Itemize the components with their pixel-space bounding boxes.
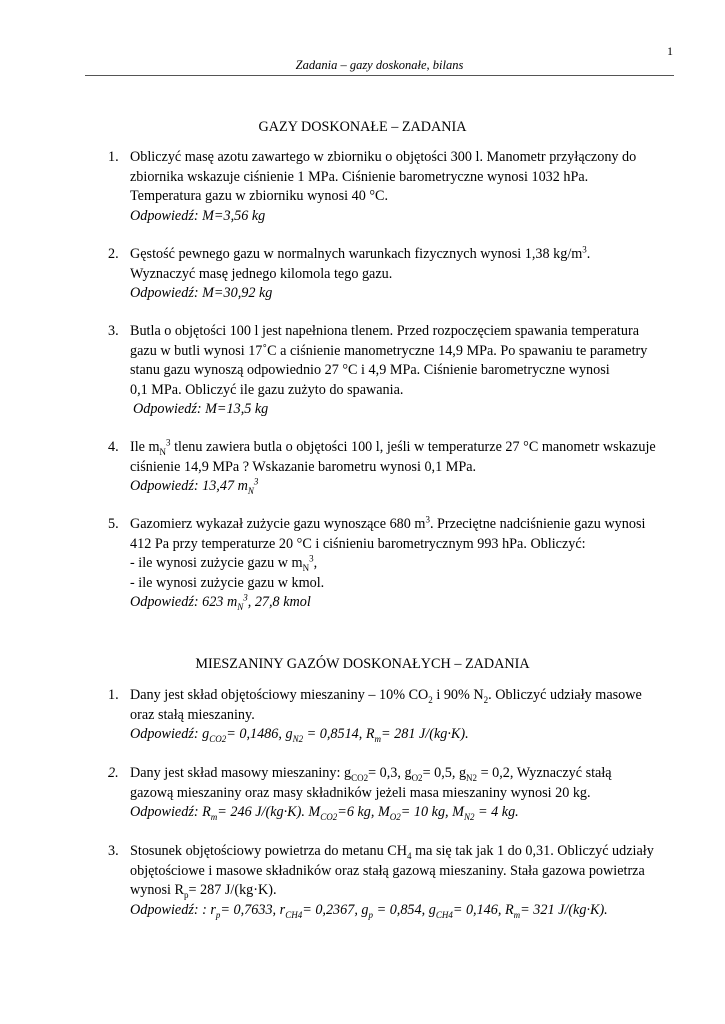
- task-number: 1.: [108, 687, 119, 703]
- task-answer: Odpowiedź: $g_{CO2}= 0,1486$, $g_{N2} = 0,8514$, $R_m= 281$ J/(kg·K).: [130, 726, 469, 744]
- task-answer: Odpowiedź: M=30,92 kg: [130, 285, 273, 301]
- task-text-line: 412 Pa przy temperaturze 20 °C i ciśnieniu barometrycznym 993 hPa. Obliczyć:: [130, 535, 586, 552]
- task-text-line: zbiornika wskazuje ciśnienie 1 MPa. Ciśnienie barometryczne wynosi 1032 hPa.: [130, 168, 589, 185]
- task-text-line: wynosi $R_p= 287$ J/(kg·K).: [130, 882, 277, 900]
- task-text-line: 0,1 MPa. Obliczyć ile gazu zużyto do spawania.: [130, 381, 404, 398]
- task-5: [108, 515, 688, 613]
- task-answer: Odpowiedź: M=3,56 kg: [130, 207, 266, 224]
- task-text-line: Dany jest skład masowy mieszaniny: $g_{CO2}= 0,3$, $g_{O2}= 0,5$, $g_{N2} = 0,2$, Wyznaczyć stałą: [130, 765, 612, 783]
- task-answer: Odpowiedź: : $r_p= 0,7633$, $r_{CH4}= 0,2367$, $g_p = 0,854$, $g_{CH4}= 0,146$, $R_m= 321$ J/(kg·K).: [130, 901, 608, 920]
- task-1: [108, 148, 688, 226]
- task-text-line: Stosunek objętościowy powietrza do metanu $CH_4$ ma się tak jak 1 do 0,31. Obliczyć udziały: [130, 843, 654, 861]
- task-2: [108, 245, 688, 304]
- mixture-task-1: [108, 686, 688, 745]
- task-text-line: - ile wynosi zużycie gazu w kmol.: [130, 574, 325, 591]
- task-text-line: gazową mieszaniny oraz masy składników jeżeli masa mieszaniny wynosi 20 kg.: [130, 784, 591, 801]
- task-number: 2.: [108, 246, 119, 262]
- task-number: 5.: [108, 516, 119, 532]
- task-answer: Odpowiedź: $R_m= 246$ J/(kg·K). $M_{CO2}=6$ kg, $M_{O2}= 10$ kg, $M_{N2} = 4$ kg.: [130, 804, 519, 822]
- page-number: 1: [667, 44, 673, 58]
- task-text-line: Wyznaczyć masę jednego kilomola tego gazu.: [130, 265, 393, 282]
- task-number: 1.: [108, 149, 119, 165]
- task-text-line: gazu w butli wynosi 17˚C a ciśnienie manometryczne 14,9 MPa. Po spawaniu te parametry: [130, 342, 648, 359]
- task-text-line: Gęstość pewnego gazu w normalnych warunkach fizycznych wynosi 1,38 $kg/m^3$.: [130, 244, 591, 262]
- task-text-line: Butla o objętości 100 l jest napełniona tlenem. Przed rozpoczęciem spawania temperatura: [130, 323, 639, 339]
- task-text-line: stanu gazu wynoszą odpowiednio 27 °C i 4,9 MPa. Ciśnienie barometryczne wynosi: [130, 362, 610, 378]
- task-text-line: objętościowe i masowe składników oraz stałą gazową mieszaniny. Stała gazowa powietrza: [130, 862, 645, 879]
- task-text-line: Gazomierz wykazał zużycie gazu wynoszące 680 $m^3$. Przeciętne nadciśnienie gazu wynosi: [130, 514, 646, 532]
- task-number: 4.: [108, 439, 119, 455]
- task-text-line: ciśnienie 14,9 MPa ? Wskazanie barometru wynosi 0,1 MPa.: [130, 458, 477, 475]
- section-title-ideal-gases: GAZY DOSKONAŁE – ZADANIA: [258, 119, 467, 135]
- header-rule: [85, 75, 674, 76]
- task-text-line: Obliczyć masę azotu zawartego w zbiorniku o objętości 300 l. Manometr przyłączony do: [130, 149, 637, 165]
- mixture-task-3: [108, 842, 688, 920]
- task-number: 2.: [108, 765, 119, 781]
- task-number: 3.: [108, 323, 119, 339]
- task-answer: Odpowiedź: 623 $m_N^3$, 27,8 kmol: [130, 592, 311, 612]
- mixture-task-2: [108, 764, 688, 823]
- task-4: [108, 438, 688, 497]
- task-answer: Odpowiedź: 13,47 $m_N^3$: [130, 476, 259, 496]
- task-answer: Odpowiedź: M=13,5 kg: [133, 401, 269, 417]
- task-text-line: oraz stałą mieszaniny.: [130, 706, 255, 723]
- running-header: Zadania – gazy doskonałe, bilans: [295, 58, 464, 72]
- task-text-line: Temperatura gazu w zbiorniku wynosi 40 °C.: [130, 188, 389, 204]
- task-number: 3.: [108, 843, 119, 859]
- task-text-line: Ile $m_N^3$ tlenu zawiera butla o objętości 100 l, jeśli w temperaturze 27 °C manometr wskazuje: [130, 437, 656, 457]
- section-title-gas-mixtures: MIESZANINY GAZÓW DOSKONAŁYCH – ZADANIA: [195, 656, 530, 672]
- task-3: [108, 322, 688, 420]
- task-text-line: - ile wynosi zużycie gazu w $m_N^3$,: [130, 553, 318, 573]
- task-text-line: Dany jest skład objętościowy mieszaniny – 10% $CO_2$ i 90% $N_2$. Obliczyć udziały masowe: [130, 687, 642, 705]
